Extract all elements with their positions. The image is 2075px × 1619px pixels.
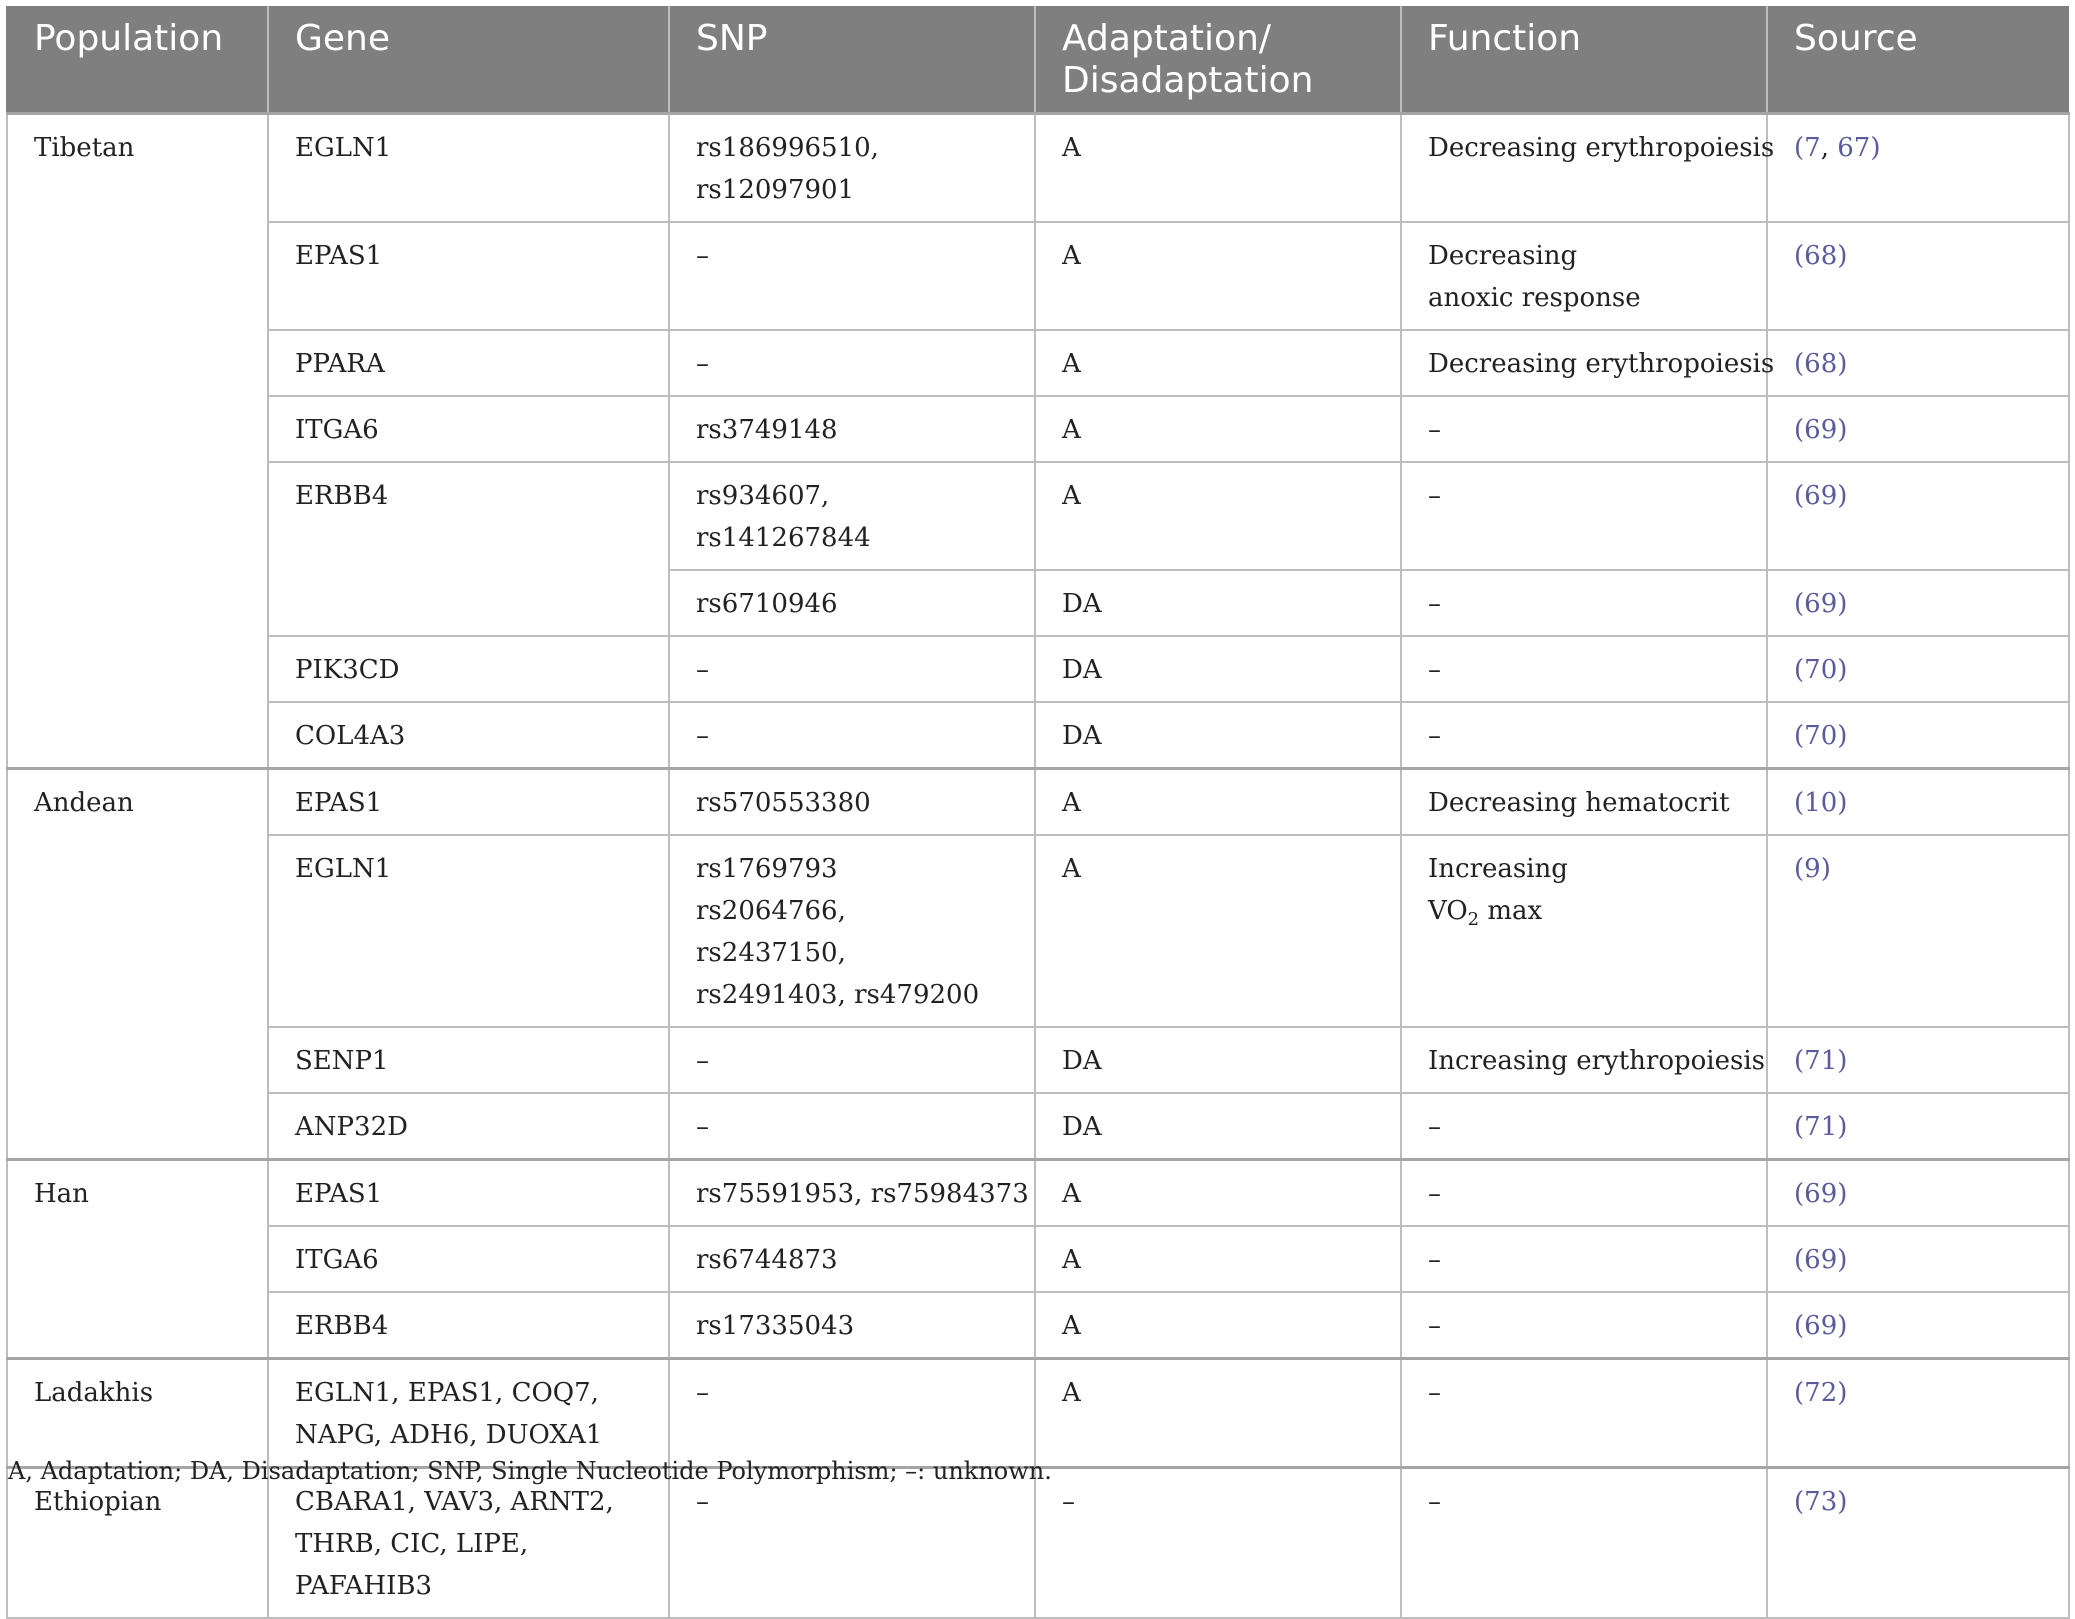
source-reference-link[interactable]: 9 [1804, 854, 1821, 884]
cell-gene [268, 1160, 669, 1227]
snp-line: rs2064766, [696, 896, 846, 926]
source-reference-link[interactable]: 71 [1804, 1046, 1838, 1076]
gene-line: SENP1 [295, 1046, 389, 1076]
cell-function [1401, 396, 1767, 462]
cell-adaptation: A [1035, 222, 1401, 330]
cell-gene [268, 1292, 669, 1359]
cell-gene [268, 835, 669, 1027]
table-row [7, 1359, 2069, 1468]
cell-source [1767, 835, 2069, 1027]
cell-snp [669, 1359, 1035, 1468]
source-reference-link[interactable]: 69 [1804, 481, 1838, 511]
cell-gene [268, 1359, 669, 1468]
cell-function [1401, 570, 1767, 636]
snp-line: – [696, 1046, 709, 1076]
table-row [7, 835, 2069, 1027]
table-row [7, 1160, 2069, 1227]
table-row [7, 1027, 2069, 1093]
snp-line: rs934607, [696, 481, 830, 511]
header-gene: Gene [268, 6, 669, 114]
cell-source [1767, 1093, 2069, 1160]
gene-line: EGLN1 [295, 133, 392, 163]
source-paren-open: ( [1794, 1046, 1805, 1076]
source-paren-open: ( [1794, 854, 1805, 884]
source-paren-close: ) [1837, 241, 1848, 271]
cell-function [1401, 1292, 1767, 1359]
cell-function [1401, 636, 1767, 702]
cell-adaptation: A [1035, 330, 1401, 396]
function-line: – [1428, 415, 1441, 445]
cell-snp [669, 769, 1035, 836]
source-reference-link[interactable]: 10 [1804, 788, 1838, 818]
cell-source [1767, 702, 2069, 769]
source-paren-close: ) [1820, 854, 1831, 884]
gene-line: EPAS1 [295, 241, 383, 271]
cell-adaptation: – [1035, 1468, 1401, 1619]
cell-gene [268, 462, 669, 636]
cell-snp [669, 636, 1035, 702]
function-line: – [1428, 1311, 1441, 1341]
header-snp: SNP [669, 6, 1035, 114]
cell-source [1767, 1292, 2069, 1359]
source-reference-link[interactable]: 72 [1804, 1378, 1838, 1408]
source-paren-open: ( [1794, 589, 1805, 619]
cell-function [1401, 769, 1767, 836]
cell-source [1767, 462, 2069, 570]
cell-function [1401, 1093, 1767, 1160]
source-reference-link[interactable]: 71 [1804, 1112, 1838, 1142]
source-paren-open: ( [1794, 1378, 1805, 1408]
source-paren-close: ) [1837, 1487, 1848, 1517]
snp-line: – [696, 1487, 709, 1517]
snp-line: rs6710946 [696, 589, 838, 619]
cell-adaptation: A [1035, 1160, 1401, 1227]
cell-function [1401, 462, 1767, 570]
function-line: Decreasing erythropoiesis [1428, 133, 1775, 163]
function-line: – [1428, 589, 1441, 619]
source-paren-close: ) [1870, 133, 1881, 163]
cell-snp [669, 396, 1035, 462]
header-population: Population [7, 6, 268, 114]
snp-line: rs141267844 [696, 523, 871, 553]
cell-adaptation: A [1035, 1359, 1401, 1468]
cell-function [1401, 1226, 1767, 1292]
cell-population: Tibetan [7, 114, 268, 769]
source-paren-close: ) [1837, 1179, 1848, 1209]
cell-adaptation: A [1035, 835, 1401, 1027]
cell-adaptation: A [1035, 1226, 1401, 1292]
snp-line: rs6744873 [696, 1245, 838, 1275]
snp-line: – [696, 1112, 709, 1142]
table-row [7, 1292, 2069, 1359]
source-reference-link[interactable]: 69 [1804, 1179, 1838, 1209]
gene-line: THRB, CIC, LIPE, [295, 1529, 529, 1559]
gene-line: EGLN1, EPAS1, COQ7, [295, 1378, 599, 1408]
table-row [7, 769, 2069, 836]
table-row [7, 1468, 2069, 1619]
function-line: – [1428, 1378, 1441, 1408]
cell-adaptation: A [1035, 114, 1401, 223]
function-line: – [1428, 481, 1441, 511]
snp-line: rs2437150, [696, 938, 846, 968]
function-line: – [1428, 1112, 1441, 1142]
source-paren-open: ( [1794, 655, 1805, 685]
cell-function [1401, 222, 1767, 330]
cell-source [1767, 222, 2069, 330]
cell-gene [268, 222, 669, 330]
cell-function [1401, 835, 1767, 1027]
cell-source [1767, 1027, 2069, 1093]
vo2-max-text: max [1479, 896, 1543, 926]
cell-population: Han [7, 1160, 268, 1359]
cell-snp [669, 222, 1035, 330]
gene-table [6, 6, 2070, 1619]
function-line: – [1428, 1487, 1441, 1517]
cell-function [1401, 1027, 1767, 1093]
cell-source [1767, 1226, 2069, 1292]
function-line: – [1428, 655, 1441, 685]
function-line: Increasing erythropoiesis [1428, 1046, 1765, 1076]
cell-snp [669, 1292, 1035, 1359]
cell-snp [669, 1468, 1035, 1619]
source-paren-open: ( [1794, 349, 1805, 379]
cell-adaptation: DA [1035, 636, 1401, 702]
snp-line: – [696, 655, 709, 685]
cell-source [1767, 1359, 2069, 1468]
cell-adaptation: A [1035, 462, 1401, 570]
source-reference-link[interactable]: 7 [1804, 133, 1821, 163]
source-paren-close: ) [1837, 415, 1848, 445]
source-paren-open: ( [1794, 1179, 1805, 1209]
source-separator: , [1820, 133, 1838, 163]
cell-snp [669, 1160, 1035, 1227]
table-row [7, 702, 2069, 769]
source-paren-open: ( [1794, 481, 1805, 511]
cell-function [1401, 1359, 1767, 1468]
gene-line: PPARA [295, 349, 385, 379]
cell-gene [268, 330, 669, 396]
source-paren-close: ) [1837, 349, 1848, 379]
cell-adaptation: A [1035, 1292, 1401, 1359]
cell-source [1767, 769, 2069, 836]
function-line: – [1428, 1245, 1441, 1275]
cell-snp [669, 570, 1035, 636]
source-reference-link[interactable]: 67 [1837, 133, 1871, 163]
table-row [7, 330, 2069, 396]
source-paren-open: ( [1794, 1487, 1805, 1517]
cell-source [1767, 330, 2069, 396]
source-paren-open: ( [1794, 241, 1805, 271]
cell-function [1401, 330, 1775, 396]
snp-line: rs570553380 [696, 788, 871, 818]
cell-gene [268, 1468, 669, 1619]
snp-line: rs186996510, [696, 133, 879, 163]
table-row [7, 396, 2069, 462]
table-container [6, 6, 2068, 1619]
cell-gene [268, 1226, 669, 1292]
source-paren-close: ) [1837, 589, 1848, 619]
cell-adaptation: A [1035, 396, 1401, 462]
function-line: – [1428, 721, 1441, 751]
vo2-subscript: 2 [1467, 909, 1480, 931]
cell-gene [268, 1027, 669, 1093]
gene-line: EGLN1 [295, 854, 392, 884]
snp-line: rs12097901 [696, 175, 855, 205]
gene-line: CBARA1, VAV3, ARNT2, [295, 1487, 614, 1517]
gene-line: EPAS1 [295, 788, 383, 818]
cell-snp [669, 1093, 1035, 1160]
cell-source [1767, 1468, 2069, 1619]
cell-function [1401, 1160, 1767, 1227]
header-adaptation-line2: Disadaptation [1062, 60, 1314, 101]
cell-gene [268, 1093, 669, 1160]
source-reference-link[interactable]: 69 [1804, 1245, 1838, 1275]
cell-source [1767, 636, 2069, 702]
gene-line: NAPG, ADH6, DUOXA1 [295, 1420, 603, 1450]
source-paren-close: ) [1837, 655, 1848, 685]
table-footnote: A, Adaptation; DA, Disadaptation; SNP, Single Nucleotide Polymorphism; –: unknown. [8, 1457, 1052, 1485]
cell-gene [268, 702, 669, 769]
source-paren-close: ) [1837, 1245, 1848, 1275]
snp-line: rs1769793 [696, 854, 838, 884]
cell-snp [669, 114, 1035, 223]
source-reference-link[interactable]: 68 [1804, 241, 1838, 271]
function-vo2-line [1428, 890, 1756, 932]
cell-gene [268, 769, 669, 836]
source-reference-link[interactable]: 69 [1804, 589, 1838, 619]
source-paren-open: ( [1794, 721, 1805, 751]
function-line: Decreasing erythropoiesis [1428, 349, 1775, 379]
cell-snp [669, 1027, 1035, 1093]
source-paren-close: ) [1837, 1378, 1848, 1408]
source-paren-open: ( [1794, 1311, 1805, 1341]
cell-population: Ethiopian [7, 1468, 268, 1619]
cell-snp [669, 702, 1035, 769]
cell-function [1401, 702, 1767, 769]
cell-gene [268, 114, 669, 223]
snp-line: rs75591953, rs75984373 [696, 1179, 1029, 1209]
table-row [7, 1093, 2069, 1160]
source-paren-close: ) [1837, 1046, 1848, 1076]
source-paren-open: ( [1794, 415, 1805, 445]
snp-line: rs17335043 [696, 1311, 855, 1341]
cell-adaptation: DA [1035, 702, 1401, 769]
gene-line: ERBB4 [295, 481, 389, 511]
header-source: Source [1767, 6, 2069, 114]
function-line: Decreasing hematocrit [1428, 788, 1730, 818]
source-reference-link[interactable]: 73 [1804, 1487, 1838, 1517]
gene-line: ANP32D [295, 1112, 408, 1142]
gene-line: ITGA6 [295, 1245, 379, 1275]
gene-line: PIK3CD [295, 655, 400, 685]
gene-line: ITGA6 [295, 415, 379, 445]
table-row [7, 114, 2069, 223]
gene-line: EPAS1 [295, 1179, 383, 1209]
source-reference-link[interactable]: 70 [1804, 655, 1838, 685]
function-line: anoxic response [1428, 283, 1641, 313]
cell-source [1767, 396, 2069, 462]
source-paren-open: ( [1794, 788, 1805, 818]
header-function: Function [1401, 6, 1767, 114]
table-row [7, 462, 2069, 570]
source-paren-open: ( [1794, 133, 1805, 163]
header-adaptation-line1: Adaptation/ [1062, 18, 1272, 59]
source-paren-close: ) [1837, 481, 1848, 511]
cell-adaptation: DA [1035, 1027, 1401, 1093]
source-paren-open: ( [1794, 1245, 1805, 1275]
snp-line: rs3749148 [696, 415, 838, 445]
source-paren-close: ) [1837, 1311, 1848, 1341]
snp-line: – [696, 1378, 709, 1408]
cell-population: Ladakhis [7, 1359, 268, 1468]
cell-adaptation: A [1035, 769, 1401, 836]
source-reference-link[interactable]: 70 [1804, 721, 1838, 751]
snp-line: – [696, 721, 709, 751]
snp-line: – [696, 349, 709, 379]
source-reference-link[interactable]: 69 [1804, 415, 1838, 445]
cell-snp [669, 835, 1035, 1027]
cell-source [1767, 1160, 2069, 1227]
cell-function [1401, 114, 1775, 223]
cell-source [1767, 114, 2069, 223]
source-reference-link[interactable]: 68 [1804, 349, 1838, 379]
snp-line: – [696, 241, 709, 271]
cell-snp [669, 330, 1035, 396]
header-adaptation [1035, 6, 1401, 114]
cell-population: Andean [7, 769, 268, 1160]
source-reference-link[interactable]: 69 [1804, 1311, 1838, 1341]
gene-line: ERBB4 [295, 1311, 389, 1341]
cell-snp [669, 462, 1035, 570]
source-paren-close: ) [1837, 1112, 1848, 1142]
cell-function [1401, 1468, 1767, 1619]
source-paren-close: ) [1837, 721, 1848, 751]
vo2-text: VO [1428, 896, 1468, 926]
source-paren-close: ) [1837, 788, 1848, 818]
source-paren-open: ( [1794, 1112, 1805, 1142]
table-row [7, 222, 2069, 330]
gene-line: COL4A3 [295, 721, 406, 751]
table-body [7, 114, 2069, 1619]
cell-gene [268, 396, 669, 462]
function-line: – [1428, 1179, 1441, 1209]
function-line: Decreasing [1428, 241, 1578, 271]
cell-adaptation: DA [1035, 570, 1401, 636]
cell-adaptation: DA [1035, 1093, 1401, 1160]
table-row [7, 1226, 2069, 1292]
gene-line: PAFAHIB3 [295, 1571, 433, 1601]
table-row [7, 636, 2069, 702]
snp-line: rs2491403, rs479200 [696, 980, 980, 1010]
cell-gene [268, 636, 669, 702]
cell-source [1767, 570, 2069, 636]
function-line: Increasing [1428, 854, 1568, 884]
header-row [7, 6, 2069, 114]
cell-snp [669, 1226, 1035, 1292]
